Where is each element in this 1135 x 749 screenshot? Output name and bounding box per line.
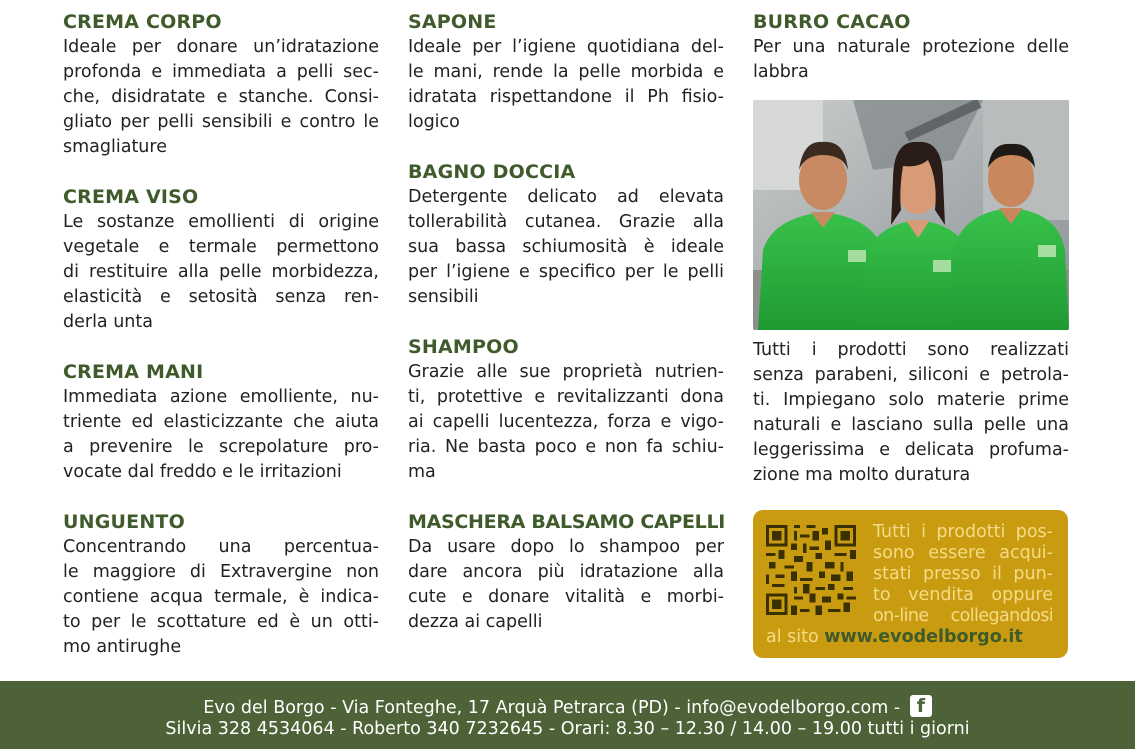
text-line: gliato per pelli sensibili e contro le: [63, 112, 379, 132]
purchase-info-text: [873, 522, 1053, 627]
text-line: Immediata azione emolliente, nu-: [63, 387, 379, 407]
website-line: [766, 627, 1023, 648]
text-line: dare ancora più idratazione alla: [408, 562, 724, 582]
facebook-icon[interactable]: [910, 695, 932, 717]
section-title: BURRO CACAO: [753, 11, 911, 33]
text-line: triente ed elasticizzante che aiuta: [63, 412, 379, 432]
text-line: labbra: [753, 62, 809, 82]
section-body: [753, 35, 1069, 85]
text-line: zione ma molto duratura: [753, 465, 971, 485]
section-title: SAPONE: [408, 11, 497, 33]
text-line: sua bassa schiumosità è ideale: [408, 237, 724, 257]
section-body: [63, 210, 379, 335]
section-body: [408, 185, 724, 310]
section-burro-cacao: [753, 10, 1069, 85]
products-note: [753, 338, 1069, 488]
section-sapone: [408, 10, 724, 135]
website-link[interactable]: www.evodelborgo.it: [824, 627, 1023, 647]
text-line: smagliature: [63, 137, 167, 157]
text-line: di restituire alla pelle morbidezza,: [63, 262, 379, 282]
column-right: [753, 10, 1069, 488]
section-body: [408, 35, 724, 135]
text-line: stati presso il pun-: [873, 564, 1053, 584]
section-title: CREMA VISO: [63, 186, 199, 208]
text-line: naturali e lasciano sulla pelle una: [753, 415, 1069, 435]
text-line: le mani, rende la pelle morbida e: [408, 62, 724, 82]
text-line: Ideale per donare un’idratazione: [63, 37, 379, 57]
text-line: on-line collegandosi: [873, 606, 1053, 626]
text-line: senza parabeni, siliconi e petrola-: [753, 365, 1069, 385]
facebook-glyph: f: [916, 695, 926, 717]
text-line: derla unta: [63, 312, 153, 332]
section-title: BAGNO DOCCIA: [408, 161, 576, 183]
text-line: cute e donare vitalità e morbi-: [408, 587, 724, 607]
text-line: idratata rispettandone il Ph fisio-: [408, 87, 724, 107]
text-line: Tutti i prodotti sono realizzati: [753, 340, 1069, 360]
website-prefix: al sito: [766, 627, 819, 647]
column-left: [63, 10, 379, 685]
text-line: ria. Ne basta poco e non fa schiu-: [408, 437, 724, 457]
section-body: [63, 535, 379, 660]
text-line: mo antirughe: [63, 637, 182, 657]
text-line: vegetale e termale permettono: [63, 237, 379, 257]
column-middle: [408, 10, 724, 660]
footer-line-address: [0, 695, 1135, 719]
text-line: Concentrando una percentua-: [63, 537, 379, 557]
team-photo: [753, 100, 1069, 330]
text-line: Da usare dopo lo shampoo per: [408, 537, 724, 557]
section-body: [63, 385, 379, 485]
section-maschera-balsamo: [408, 510, 724, 635]
text-line: tollerabilità cutanea. Grazie alla: [408, 212, 724, 232]
section-crema-mani: [63, 360, 379, 485]
section-title: MASCHERA BALSAMO CAPELLI: [408, 511, 726, 533]
text-line: elasticità e setosità senza ren-: [63, 287, 379, 307]
section-shampoo: [408, 335, 724, 485]
section-bagno-doccia: [408, 160, 724, 310]
text-line: profonda e immediata a pelli sec-: [63, 62, 379, 82]
section-body: [408, 535, 724, 635]
text-line: Tutti i prodotti pos-: [873, 522, 1053, 542]
section-title: UNGUENTO: [63, 511, 185, 533]
text-line: ai capelli lucentezza, forza e vigo-: [408, 412, 724, 432]
text-line: Detergente delicato ad elevata: [408, 187, 724, 207]
text-line: le maggiore di Extravergine non: [63, 562, 379, 582]
text-line: a prevenire le screpolature pro-: [63, 437, 379, 457]
text-line: logico: [408, 112, 460, 132]
text-line: ti, protettive e revitalizzanti dona: [408, 387, 724, 407]
text-line: vocate dal freddo e le irritazioni: [63, 462, 342, 482]
section-title: CREMA MANI: [63, 361, 204, 383]
section-body: [63, 35, 379, 160]
text-line: ma: [408, 462, 436, 482]
text-line: che, disidratate e stanche. Consi-: [63, 87, 379, 107]
text-line: per l’igiene e specifico per le pelli: [408, 262, 724, 282]
footer-line-contacts: Silvia 328 4534064 - Roberto 340 7232645 - Orari: 8.30 – 12.30 / 14.00 – 19.00 tutti i giorni: [165, 719, 970, 739]
section-crema-viso: [63, 185, 379, 335]
section-unguento: [63, 510, 379, 660]
text-line: sono essere acqui-: [873, 543, 1053, 563]
text-line: to per le scottature ed è un otti-: [63, 612, 379, 632]
section-title: SHAMPOO: [408, 336, 519, 358]
section-crema-corpo: [63, 10, 379, 160]
qr-code-icon[interactable]: [766, 525, 856, 615]
text-line: sensibili: [408, 287, 479, 307]
section-body: [408, 360, 724, 485]
section-title: CREMA CORPO: [63, 11, 222, 33]
text-line: Le sostanze emollienti di origine: [63, 212, 379, 232]
text-line: leggerissima e delicata profuma-: [753, 440, 1069, 460]
address-email-text: Evo del Borgo - Via Fonteghe, 17 Arquà Petrarca (PD) - info@evodelborgo.com -: [203, 698, 901, 718]
text-line: ti. Impiegano solo materie prime: [753, 390, 1069, 410]
text-line: contiene acqua termale, è indica-: [63, 587, 379, 607]
text-line: Grazie alle sue proprietà nutrien-: [408, 362, 724, 382]
text-line: Per una naturale protezione delle: [753, 37, 1069, 57]
text-line: Ideale per l’igiene quotidiana del-: [408, 37, 724, 57]
purchase-info-box: [753, 510, 1068, 658]
contact-footer: [0, 681, 1135, 749]
text-line: dezza ai capelli: [408, 612, 543, 632]
text-line: to vendita oppure: [873, 585, 1053, 605]
